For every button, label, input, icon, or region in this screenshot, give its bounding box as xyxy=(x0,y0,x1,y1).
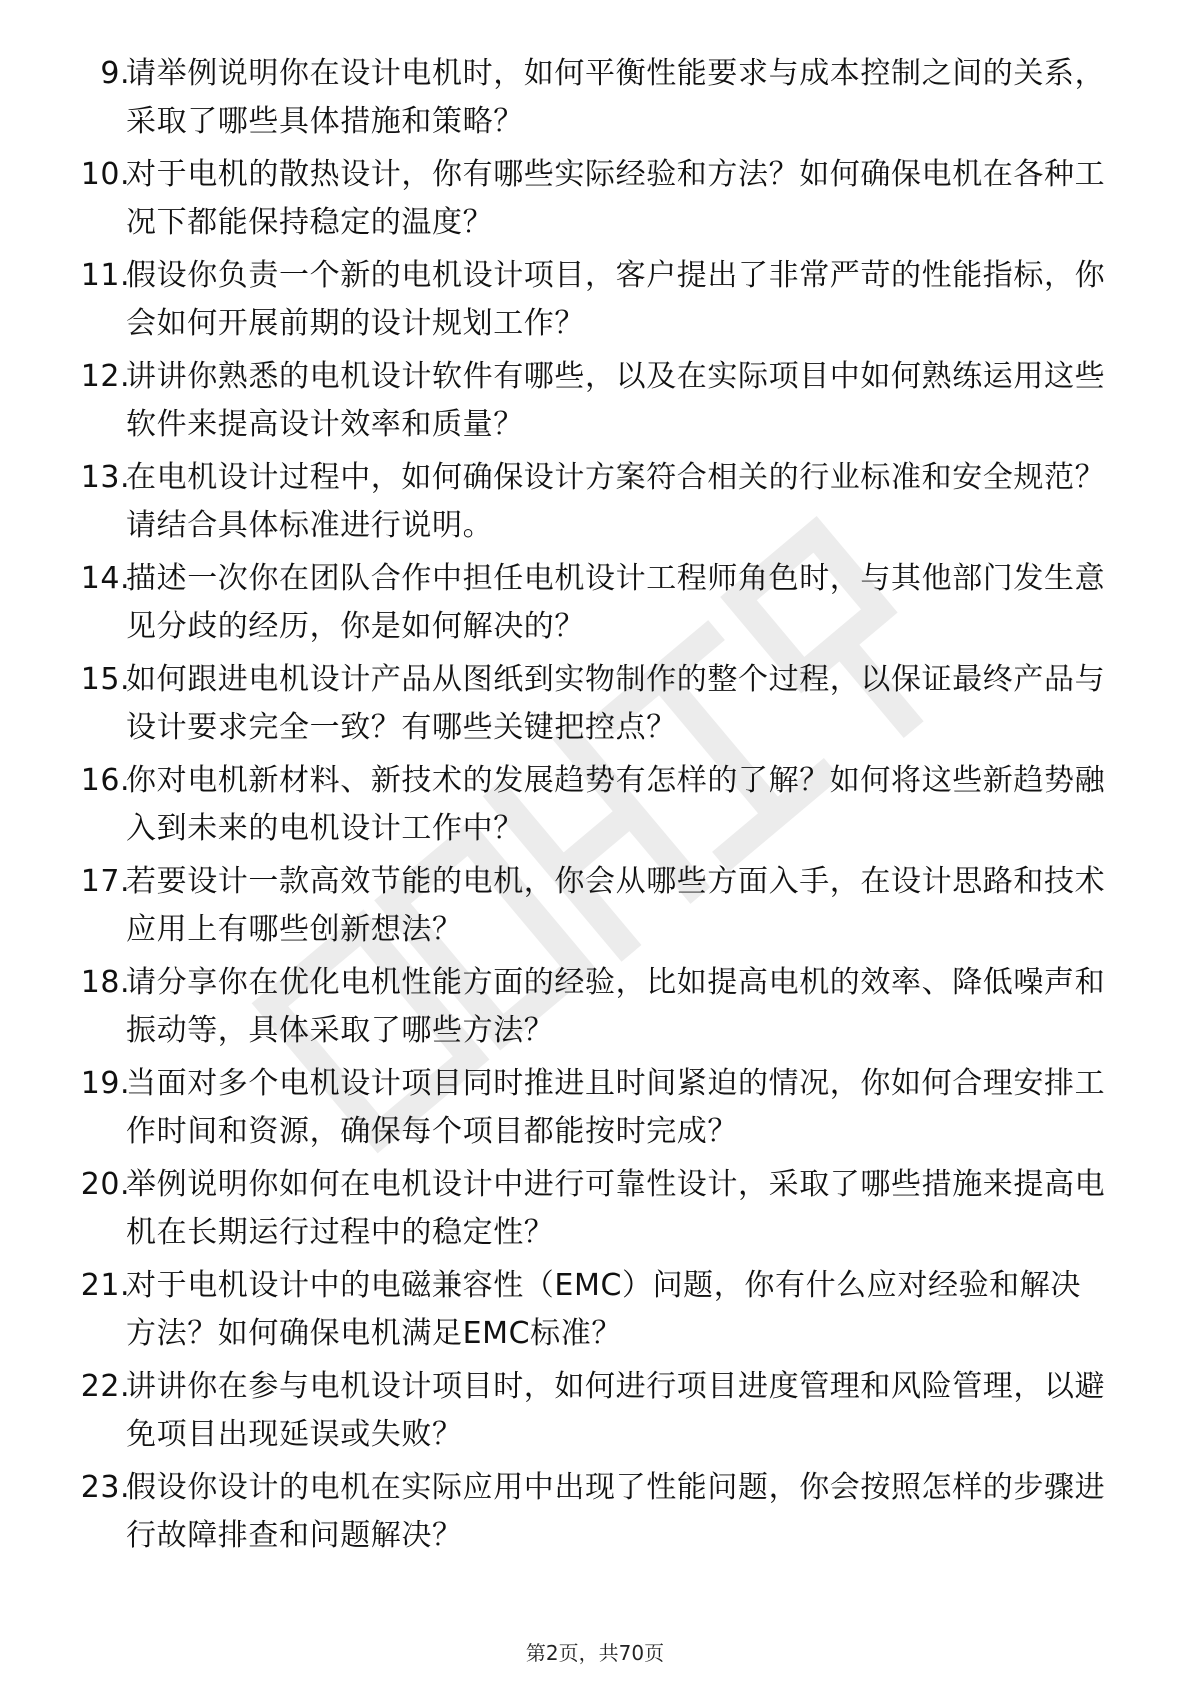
list-item xyxy=(0,1363,1190,1464)
list-item xyxy=(0,858,1190,959)
question-number: 19. xyxy=(80,1066,130,1101)
list-item xyxy=(0,959,1190,1060)
question-text: 对于电机设计中的电磁兼容性（EMC）问题，你有什么应对经验和解决方法？如何确保电机满足EMC标准？ xyxy=(126,1268,1081,1351)
question-text: 对于电机的散热设计，你有哪些实际经验和方法？如何确保电机在各种工况下都能保持稳定的温度？ xyxy=(126,157,1106,240)
list-item xyxy=(0,1464,1190,1565)
question-number: 20. xyxy=(80,1167,130,1202)
question-number: 10. xyxy=(80,157,130,192)
page-number-footer: 第2页，共70页 xyxy=(525,1641,665,1665)
question-number: 22. xyxy=(80,1369,130,1404)
question-number: 17. xyxy=(80,864,130,899)
question-text: 当面对多个电机设计项目同时推进且时间紧迫的情况，你如何合理安排工作时间和资源，确保每个项目都能按时完成？ xyxy=(126,1066,1106,1149)
list-item xyxy=(0,555,1190,656)
question-text: 假设你负责一个新的电机设计项目，客户提出了非常严苛的性能指标，你会如何开展前期的设计规划工作？ xyxy=(126,258,1106,341)
list-item xyxy=(0,1060,1190,1161)
list-item xyxy=(0,1161,1190,1262)
question-text: 在电机设计过程中，如何确保设计方案符合相关的行业标准和安全规范？请结合具体标准进行说明。 xyxy=(126,460,1106,543)
question-number: 12. xyxy=(80,359,130,394)
question-number: 14. xyxy=(80,561,130,596)
list-item xyxy=(0,656,1190,757)
list-item xyxy=(0,252,1190,353)
question-number: 13. xyxy=(80,460,130,495)
question-text: 你对电机新材料、新技术的发展趋势有怎样的了解？如何将这些新趋势融入到未来的电机设计工作中？ xyxy=(126,763,1106,846)
question-text: 描述一次你在团队合作中担任电机设计工程师角色时，与其他部门发生意见分歧的经历，你是如何解决的？ xyxy=(126,561,1106,644)
question-text: 讲讲你在参与电机设计项目时，如何进行项目进度管理和风险管理，以避免项目出现延误或失败？ xyxy=(126,1369,1106,1452)
question-number: 15. xyxy=(80,662,130,697)
list-item xyxy=(0,454,1190,555)
question-number: 9. xyxy=(100,56,130,91)
list-item xyxy=(0,151,1190,252)
list-item xyxy=(0,50,1190,151)
question-number: 21. xyxy=(80,1268,130,1303)
question-list xyxy=(0,50,1190,1565)
question-number: 16. xyxy=(80,763,130,798)
list-item xyxy=(0,1262,1190,1363)
question-text: 假设你设计的电机在实际应用中出现了性能问题，你会按照怎样的步骤进行故障排查和问题解决？ xyxy=(126,1470,1106,1553)
question-text: 举例说明你如何在电机设计中进行可靠性设计，采取了哪些措施来提高电机在长期运行过程中的稳定性？ xyxy=(126,1167,1106,1250)
question-number: 11. xyxy=(80,258,130,293)
question-number: 18. xyxy=(80,965,130,1000)
question-text: 若要设计一款高效节能的电机，你会从哪些方面入手，在设计思路和技术应用上有哪些创新想法？ xyxy=(126,864,1106,947)
list-item xyxy=(0,353,1190,454)
question-text: 请分享你在优化电机性能方面的经验，比如提高电机的效率、降低噪声和振动等，具体采取了哪些方法？ xyxy=(126,965,1106,1048)
list-item xyxy=(0,757,1190,858)
question-number: 23. xyxy=(80,1470,130,1505)
question-text: 请举例说明你在设计电机时，如何平衡性能要求与成本控制之间的关系，采取了哪些具体措施和策略？ xyxy=(126,56,1106,139)
question-text: 讲讲你熟悉的电机设计软件有哪些，以及在实际项目中如何熟练运用这些软件来提高设计效率和质量？ xyxy=(126,359,1106,442)
question-text: 如何跟进电机设计产品从图纸到实物制作的整个过程，以保证最终产品与设计要求完全一致？有哪些关键把控点？ xyxy=(126,662,1106,745)
